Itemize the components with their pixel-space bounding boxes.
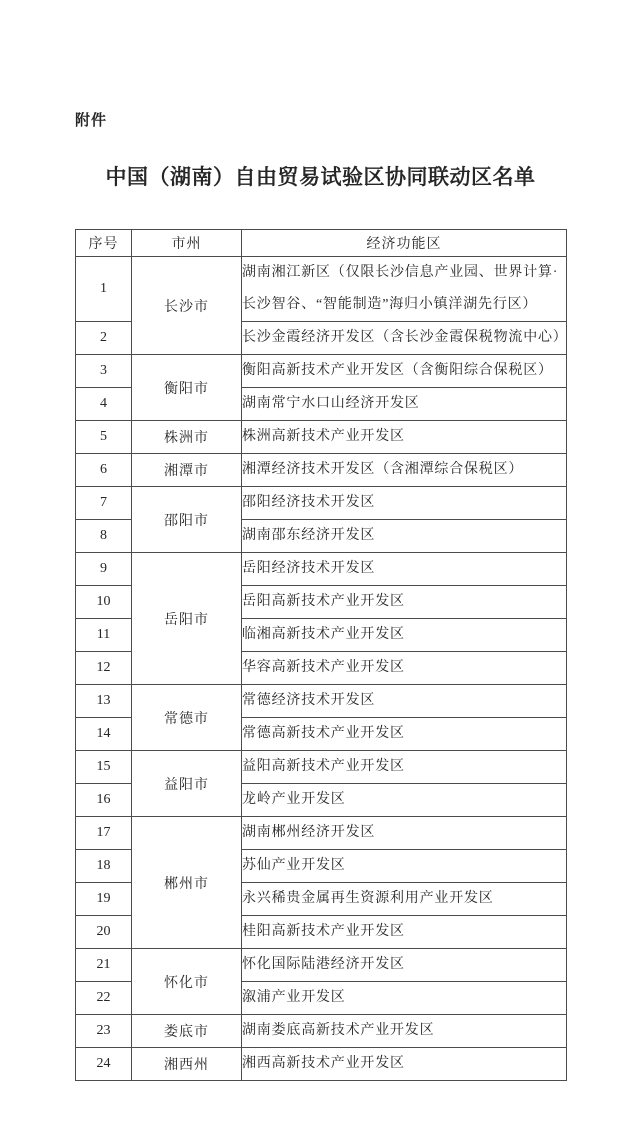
zone-cell: 华容高新技术产业开发区 — [242, 652, 567, 685]
zones-table — [75, 229, 567, 1081]
zone-cell: 溆浦产业开发区 — [242, 982, 567, 1015]
zone-cell: 湖南娄底高新技术产业开发区 — [242, 1015, 567, 1048]
city-cell: 岳阳市 — [132, 553, 242, 685]
row-number-cell: 4 — [76, 388, 132, 421]
row-number-cell: 24 — [76, 1048, 132, 1081]
zone-cell: 岳阳经济技术开发区 — [242, 553, 567, 586]
row-number-cell: 13 — [76, 685, 132, 718]
row-number-cell: 6 — [76, 454, 132, 487]
zone-cell: 湖南郴州经济开发区 — [242, 817, 567, 850]
zone-cell: 湘西高新技术产业开发区 — [242, 1048, 567, 1081]
column-header-city: 市州 — [132, 230, 242, 257]
zone-cell: 怀化国际陆港经济开发区 — [242, 949, 567, 982]
table-row — [76, 817, 567, 850]
zone-cell: 邵阳经济技术开发区 — [242, 487, 567, 520]
table-row — [76, 487, 567, 520]
row-number-cell: 1 — [76, 257, 132, 322]
table-header-row — [76, 230, 567, 257]
table-body — [76, 257, 567, 1081]
city-cell: 益阳市 — [132, 751, 242, 817]
city-cell: 郴州市 — [132, 817, 242, 949]
row-number-cell: 10 — [76, 586, 132, 619]
table-row — [76, 454, 567, 487]
city-cell: 娄底市 — [132, 1015, 242, 1048]
city-cell: 湘潭市 — [132, 454, 242, 487]
zone-cell: 益阳高新技术产业开发区 — [242, 751, 567, 784]
table-row — [76, 1048, 567, 1081]
city-cell: 湘西州 — [132, 1048, 242, 1081]
zone-cell: 临湘高新技术产业开发区 — [242, 619, 567, 652]
row-number-cell: 21 — [76, 949, 132, 982]
row-number-cell: 5 — [76, 421, 132, 454]
city-cell: 长沙市 — [132, 257, 242, 355]
table-row — [76, 421, 567, 454]
zone-cell: 株洲高新技术产业开发区 — [242, 421, 567, 454]
city-cell: 邵阳市 — [132, 487, 242, 553]
row-number-cell: 12 — [76, 652, 132, 685]
row-number-cell: 7 — [76, 487, 132, 520]
zone-cell: 湖南湘江新区（仅限长沙信息产业园、世界计算·长沙智谷、“智能制造”海归小镇洋湖先行区） — [242, 257, 567, 322]
zone-cell: 龙岭产业开发区 — [242, 784, 567, 817]
table-row — [76, 355, 567, 388]
row-number-cell: 9 — [76, 553, 132, 586]
row-number-cell: 17 — [76, 817, 132, 850]
row-number-cell: 3 — [76, 355, 132, 388]
row-number-cell: 11 — [76, 619, 132, 652]
row-number-cell: 16 — [76, 784, 132, 817]
row-number-cell: 23 — [76, 1015, 132, 1048]
row-number-cell: 8 — [76, 520, 132, 553]
city-cell: 衡阳市 — [132, 355, 242, 421]
zone-cell: 桂阳高新技术产业开发区 — [242, 916, 567, 949]
zone-cell: 岳阳高新技术产业开发区 — [242, 586, 567, 619]
zone-cell: 衡阳高新技术产业开发区（含衡阳综合保税区） — [242, 355, 567, 388]
column-header-no: 序号 — [76, 230, 132, 257]
table-row — [76, 949, 567, 982]
city-cell: 常德市 — [132, 685, 242, 751]
row-number-cell: 2 — [76, 322, 132, 355]
city-cell: 怀化市 — [132, 949, 242, 1015]
row-number-cell: 18 — [76, 850, 132, 883]
zone-cell: 永兴稀贵金属再生资源利用产业开发区 — [242, 883, 567, 916]
column-header-zone: 经济功能区 — [242, 230, 567, 257]
attachment-label: 附件 — [75, 113, 108, 129]
row-number-cell: 20 — [76, 916, 132, 949]
zone-cell: 湖南邵东经济开发区 — [242, 520, 567, 553]
page-title: 中国（湖南）自由贸易试验区协同联动区名单 — [105, 165, 536, 189]
zone-cell: 湘潭经济技术开发区（含湘潭综合保税区） — [242, 454, 567, 487]
zone-cell: 湖南常宁水口山经济开发区 — [242, 388, 567, 421]
table-row — [76, 685, 567, 718]
row-number-cell: 14 — [76, 718, 132, 751]
table-row — [76, 1015, 567, 1048]
row-number-cell: 19 — [76, 883, 132, 916]
row-number-cell: 15 — [76, 751, 132, 784]
row-number-cell: 22 — [76, 982, 132, 1015]
table-row — [76, 553, 567, 586]
zone-cell: 长沙金霞经济开发区（含长沙金霞保税物流中心） — [242, 322, 567, 355]
table-row — [76, 257, 567, 322]
zone-cell: 常德经济技术开发区 — [242, 685, 567, 718]
table-row — [76, 751, 567, 784]
zone-cell: 苏仙产业开发区 — [242, 850, 567, 883]
zone-cell: 常德高新技术产业开发区 — [242, 718, 567, 751]
city-cell: 株洲市 — [132, 421, 242, 454]
